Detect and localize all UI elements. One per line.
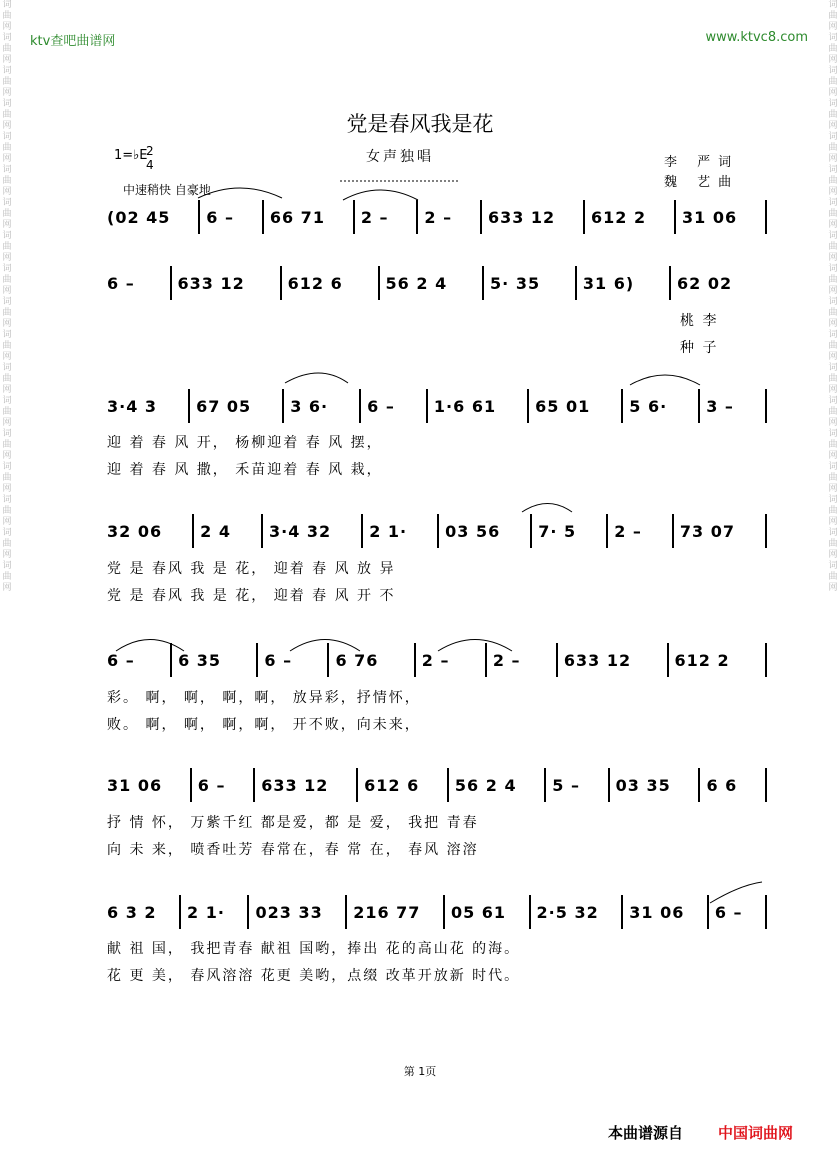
watermark-glyph: 网 bbox=[828, 154, 838, 164]
measure: 633 12 bbox=[563, 650, 632, 670]
measure: (02 45 bbox=[107, 207, 171, 227]
watermark-glyph: 网 bbox=[2, 484, 12, 494]
watermark-glyph: 网 bbox=[828, 220, 838, 230]
measure: 62 02 bbox=[677, 273, 733, 293]
measure: 5 6· bbox=[629, 396, 668, 416]
watermark-glyph: 网 bbox=[2, 154, 12, 164]
slur bbox=[285, 373, 348, 383]
measure: 66 71 bbox=[269, 207, 325, 227]
measure: 6 – bbox=[714, 902, 743, 922]
measure: 023 33 bbox=[255, 902, 323, 922]
measure: 73 07 bbox=[679, 521, 736, 541]
lyrics-verse1-line1: 迎 着 春 风 开， 杨柳迎着 春 风 摆， bbox=[107, 435, 383, 451]
measure: 31 6) bbox=[582, 273, 635, 293]
measure: 32 06 bbox=[107, 521, 163, 541]
lyricist-credit: 李 严词 bbox=[664, 155, 740, 170]
lyrics-verse2-line3: 败。 啊， 啊， 啊，啊， 开不败，向未来， bbox=[107, 717, 421, 733]
bar-line bbox=[765, 200, 767, 234]
watermark-glyph: 曲 bbox=[2, 506, 12, 516]
lyrics-verse1-line3: 彩。 啊， 啊， 啊，啊， 放异彩，抒情怀， bbox=[107, 690, 421, 706]
measure: 2 1· bbox=[187, 902, 225, 922]
watermark-glyph: 词 bbox=[2, 0, 12, 10]
measure: 56 2 4 bbox=[385, 273, 448, 293]
score-row-5 bbox=[101, 643, 767, 677]
watermark-glyph: 词 bbox=[828, 528, 838, 538]
watermark-glyph: 词 bbox=[2, 396, 12, 406]
watermark-glyph: 词 bbox=[2, 561, 12, 571]
watermark-glyph: 词 bbox=[828, 462, 838, 472]
watermark-glyph: 曲 bbox=[2, 374, 12, 384]
watermark-glyph: 网 bbox=[2, 253, 12, 263]
watermark-glyph: 曲 bbox=[2, 407, 12, 417]
watermark-glyph: 曲 bbox=[2, 539, 12, 549]
watermark-glyph: 网 bbox=[828, 385, 838, 395]
measure: 3·4 3 bbox=[107, 396, 158, 416]
watermark-glyph: 词 bbox=[828, 264, 838, 274]
watermark-glyph: 网 bbox=[2, 550, 12, 560]
watermark-glyph: 曲 bbox=[2, 341, 12, 351]
watermark-glyph: 词 bbox=[2, 33, 12, 43]
source-site-link[interactable]: 中国词曲网 bbox=[718, 1124, 794, 1142]
watermark-glyph: 曲 bbox=[2, 209, 12, 219]
watermark-glyph: 曲 bbox=[2, 242, 12, 252]
watermark-glyph: 网 bbox=[828, 550, 838, 560]
watermark-glyph: 曲 bbox=[828, 341, 838, 351]
measure: 03 56 bbox=[445, 521, 501, 541]
watermark-glyph: 曲 bbox=[2, 440, 12, 450]
watermark-glyph: 词 bbox=[2, 363, 12, 373]
verse2-pickup-lyric: 种 子 bbox=[680, 340, 719, 356]
watermark-glyph: 词 bbox=[2, 330, 12, 340]
watermark-glyph: 网 bbox=[828, 286, 838, 296]
watermark-glyph: 曲 bbox=[2, 473, 12, 483]
measure: 3 – bbox=[706, 396, 734, 416]
watermark-glyph: 网 bbox=[828, 55, 838, 65]
measure: 633 12 bbox=[177, 273, 245, 293]
watermark-glyph: 网 bbox=[2, 451, 12, 461]
watermark-glyph: 词 bbox=[2, 429, 12, 439]
measure: 3·4 32 bbox=[268, 521, 332, 541]
watermark-glyph: 曲 bbox=[828, 242, 838, 252]
watermark-glyph: 网 bbox=[2, 88, 12, 98]
watermark-glyph: 网 bbox=[2, 121, 12, 131]
watermark-glyph: 曲 bbox=[828, 77, 838, 87]
watermark-glyph: 网 bbox=[2, 22, 12, 32]
watermark-glyph: 网 bbox=[2, 220, 12, 230]
measure: 7· 5 bbox=[538, 521, 577, 541]
watermark-glyph: 曲 bbox=[2, 77, 12, 87]
watermark-glyph: 曲 bbox=[828, 407, 838, 417]
measure: 1·6 61 bbox=[433, 396, 497, 416]
watermark-glyph: 词 bbox=[2, 264, 12, 274]
lyrics-verse1-line5: 献 祖 国， 我把青春 献祖 国哟，捧出 花的高山花 的海。 bbox=[107, 941, 521, 957]
watermark-glyph: 词 bbox=[2, 528, 12, 538]
watermark-glyph: 网 bbox=[828, 583, 838, 593]
score-row-7 bbox=[101, 895, 767, 929]
watermark-glyph: 网 bbox=[828, 187, 838, 197]
watermark-glyph: 网 bbox=[2, 55, 12, 65]
measure: 6 – bbox=[107, 650, 135, 670]
watermark-glyph: 网 bbox=[828, 451, 838, 461]
measure: 31 06 bbox=[682, 207, 738, 227]
watermark-glyph: 网 bbox=[828, 121, 838, 131]
watermark-glyph: 网 bbox=[828, 484, 838, 494]
measure: 65 01 bbox=[535, 396, 591, 416]
measure: 6 76 bbox=[335, 650, 379, 670]
measure: 612 6 bbox=[287, 273, 343, 293]
watermark-glyph: 曲 bbox=[828, 440, 838, 450]
watermark-glyph: 词 bbox=[828, 363, 838, 373]
measure: 6 6 bbox=[706, 775, 738, 795]
measure: 56 2 4 bbox=[454, 775, 517, 795]
score-row-4 bbox=[101, 514, 767, 548]
watermark-glyph: 曲 bbox=[828, 44, 838, 54]
score-row-6 bbox=[101, 768, 767, 802]
watermark-glyph: 网 bbox=[828, 319, 838, 329]
bar-line bbox=[765, 389, 767, 423]
watermark-glyph: 词 bbox=[2, 462, 12, 472]
watermark-glyph: 网 bbox=[2, 583, 12, 593]
watermark-glyph: 曲 bbox=[2, 11, 12, 21]
slur bbox=[198, 188, 282, 198]
meter-bottom: 4 bbox=[146, 158, 154, 172]
watermark-glyph: 词 bbox=[828, 99, 838, 109]
watermark-glyph: 词 bbox=[2, 297, 12, 307]
watermark-glyph: 曲 bbox=[2, 143, 12, 153]
watermark-glyph: 词 bbox=[828, 66, 838, 76]
watermark-glyph: 词 bbox=[828, 429, 838, 439]
measure: 5 – bbox=[552, 775, 580, 795]
watermark-glyph: 网 bbox=[2, 319, 12, 329]
measure: 633 12 bbox=[487, 207, 556, 227]
lyrics-verse2-line1: 迎 着 春 风 撒， 禾苗迎着 春 风 栽， bbox=[107, 462, 383, 478]
lyrics-verse1-line4: 抒 情 怀， 万紫千红 都是爱，都 是 爱， 我把 青春 bbox=[107, 815, 479, 831]
measure: 2 – bbox=[421, 650, 450, 670]
watermark-glyph: 曲 bbox=[828, 110, 838, 120]
song-title: 党是春风我是花 bbox=[346, 112, 494, 136]
watermark-glyph: 网 bbox=[828, 22, 838, 32]
watermark-glyph: 曲 bbox=[828, 176, 838, 186]
measure: 2 – bbox=[614, 521, 642, 541]
watermark-glyph: 网 bbox=[828, 418, 838, 428]
measure: 6 3 2 bbox=[107, 902, 157, 922]
composer-credit: 魏 艺曲 bbox=[664, 175, 740, 190]
measure: 05 61 bbox=[450, 902, 507, 922]
watermark-glyph: 词 bbox=[828, 0, 838, 10]
watermark-glyph: 词 bbox=[2, 99, 12, 109]
slur bbox=[630, 375, 700, 385]
measure: 6 – bbox=[367, 396, 395, 416]
measure: 2 – bbox=[360, 207, 389, 227]
source-label: 本曲谱源自 bbox=[608, 1124, 684, 1142]
performance-subtitle: 女声独唱 bbox=[366, 149, 434, 165]
watermark-glyph: 曲 bbox=[828, 539, 838, 549]
watermark-glyph: 词 bbox=[828, 165, 838, 175]
meter-top: 2 bbox=[146, 144, 154, 158]
measure: 216 77 bbox=[353, 902, 421, 922]
watermark-glyph: 词 bbox=[828, 231, 838, 241]
lyrics-verse1-line2: 党 是 春风 我 是 花， 迎着 春 风 放 异 bbox=[107, 561, 396, 577]
page-number: 第 1页 bbox=[403, 1065, 437, 1078]
watermark-glyph: 网 bbox=[2, 286, 12, 296]
lyrics-verse2-line4: 向 未 来， 喷香吐芳 春常在，春 常 在， 春风 溶溶 bbox=[107, 842, 479, 858]
header-site-name: ktv查吧曲谱网 bbox=[30, 34, 116, 49]
watermark-glyph: 网 bbox=[2, 418, 12, 428]
watermark-glyph: 词 bbox=[828, 198, 838, 208]
watermark-glyph: 曲 bbox=[828, 275, 838, 285]
measure: 6 – bbox=[264, 650, 293, 670]
watermark-glyph: 曲 bbox=[2, 44, 12, 54]
watermark-glyph: 曲 bbox=[2, 176, 12, 186]
measure: 31 06 bbox=[629, 902, 685, 922]
lyrics-verse2-line5: 花 更 美， 春风溶溶 花更 美哟，点缀 改革开放新 时代。 bbox=[107, 968, 521, 984]
measure: 2 – bbox=[424, 207, 453, 227]
watermark-glyph: 曲 bbox=[828, 308, 838, 318]
bar-line bbox=[765, 643, 767, 677]
watermark-glyph: 词 bbox=[828, 297, 838, 307]
watermark-glyph: 词 bbox=[2, 198, 12, 208]
bar-line bbox=[765, 768, 767, 802]
measure: 67 05 bbox=[196, 396, 252, 416]
verse1-pickup-lyric: 桃 李 bbox=[680, 313, 719, 329]
measure: 03 35 bbox=[615, 775, 671, 795]
watermark-glyph: 网 bbox=[828, 88, 838, 98]
watermark-glyph: 词 bbox=[828, 561, 838, 571]
watermark-glyph: 网 bbox=[828, 517, 838, 527]
tempo-marking: 中速稍快 自豪地 bbox=[123, 183, 211, 197]
score-row-2 bbox=[101, 266, 767, 300]
measure: 2 4 bbox=[200, 521, 231, 541]
watermark-glyph: 网 bbox=[828, 253, 838, 263]
watermark-glyph: 网 bbox=[828, 352, 838, 362]
measure: 612 6 bbox=[364, 775, 420, 795]
measure: 633 12 bbox=[261, 775, 329, 795]
watermark-glyph: 网 bbox=[2, 385, 12, 395]
measure: 3 6· bbox=[290, 396, 329, 416]
watermark-glyph: 曲 bbox=[2, 308, 12, 318]
watermark-glyph: 词 bbox=[828, 132, 838, 142]
slur bbox=[522, 504, 572, 513]
watermark-glyph: 曲 bbox=[828, 143, 838, 153]
watermark-glyph: 词 bbox=[2, 495, 12, 505]
measure: 612 2 bbox=[591, 207, 647, 227]
watermark-glyph: 词 bbox=[828, 495, 838, 505]
watermark-glyph: 网 bbox=[2, 352, 12, 362]
watermark-glyph: 曲 bbox=[2, 275, 12, 285]
watermark-glyph: 曲 bbox=[2, 572, 12, 582]
watermark-glyph: 词 bbox=[828, 33, 838, 43]
watermark-glyph: 词 bbox=[2, 66, 12, 76]
watermark-glyph: 词 bbox=[828, 330, 838, 340]
measure: 6 35 bbox=[178, 650, 222, 670]
measure: 5· 35 bbox=[490, 273, 541, 293]
measure: 2 – bbox=[492, 650, 521, 670]
watermark-glyph: 词 bbox=[2, 165, 12, 175]
watermark-glyph: 曲 bbox=[2, 110, 12, 120]
measure: 2·5 32 bbox=[536, 902, 599, 922]
key-signature: 1=♭E bbox=[114, 148, 148, 163]
header-site-url: www.ktvc8.com bbox=[705, 30, 808, 45]
score-row-3 bbox=[101, 389, 767, 423]
measure: 6 – bbox=[197, 775, 226, 795]
watermark-glyph: 曲 bbox=[828, 209, 838, 219]
watermark-glyph: 曲 bbox=[828, 374, 838, 384]
measure: 612 2 bbox=[674, 650, 730, 670]
watermark-glyph: 词 bbox=[2, 132, 12, 142]
score-row-1 bbox=[101, 200, 767, 234]
watermark-glyph: 网 bbox=[2, 517, 12, 527]
bar-line bbox=[765, 895, 767, 929]
watermark-glyph: 词 bbox=[828, 396, 838, 406]
slur bbox=[343, 190, 418, 200]
bar-line bbox=[765, 514, 767, 548]
measure: 6 – bbox=[107, 273, 135, 293]
watermark-glyph: 曲 bbox=[828, 572, 838, 582]
measure: 31 06 bbox=[107, 775, 163, 795]
watermark-glyph: 曲 bbox=[828, 11, 838, 21]
measure: 6 – bbox=[206, 207, 234, 227]
watermark-glyph: 词 bbox=[2, 231, 12, 241]
watermark-glyph: 网 bbox=[2, 187, 12, 197]
measure: 2 1· bbox=[369, 521, 408, 541]
watermark-glyph: 曲 bbox=[828, 506, 838, 516]
watermark-glyph: 曲 bbox=[828, 473, 838, 483]
lyrics-verse2-line2: 党 是 春风 我 是 花， 迎着 春 风 开 不 bbox=[107, 588, 396, 604]
